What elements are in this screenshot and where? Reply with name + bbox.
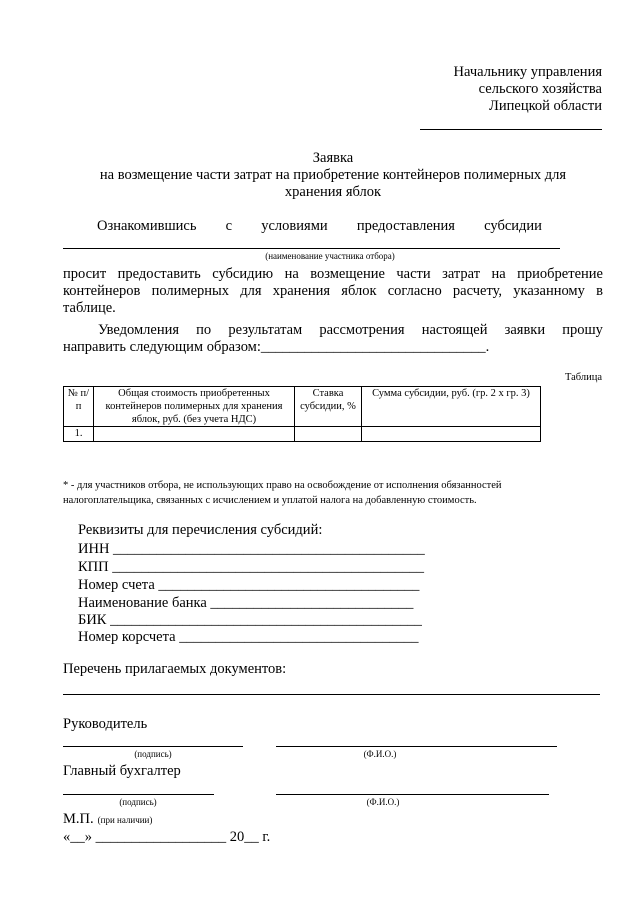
head-title: Руководитель — [63, 716, 148, 732]
table-caption: Таблица — [564, 372, 602, 383]
participant-name-caption: (наименование участника отбора) — [265, 251, 395, 261]
table-header-cell: № п/п — [64, 387, 94, 427]
table-cell: 1. — [64, 427, 94, 442]
addressee-line-2: сельского хозяйства — [478, 81, 602, 97]
request-line-1: просит предоставить субсидию на возмещение части затрат на приобретение — [63, 266, 603, 282]
table-cell — [94, 427, 295, 442]
intro-line — [97, 218, 542, 235]
table-cell — [295, 427, 362, 442]
notice-line-2: направить следующим образом:_______________________________. — [63, 339, 490, 355]
intro-word: условиями — [261, 218, 328, 234]
request-line-3: таблице. — [63, 300, 116, 316]
table-header-cell: Сумма субсидии, руб. (гр. 2 х гр. 3) — [362, 387, 541, 427]
accountant-name-line — [276, 794, 549, 795]
intro-word: с — [225, 218, 233, 234]
head-signature-caption: (подпись) — [134, 749, 172, 759]
accountant-title: Главный бухгалтер — [63, 763, 181, 779]
date-line: «__» __________________ 20__ г. — [63, 829, 271, 845]
addressee-signature-line — [420, 129, 602, 130]
accountant-signature-caption: (подпись) — [119, 797, 157, 807]
notice-line-1: Уведомления по результатам рассмотрения настоящей заявки прошу — [98, 322, 603, 338]
requisites-bank-field: Наименование банка ____________________________ — [78, 595, 414, 611]
documents-line — [63, 694, 600, 695]
stamp-label: М.П. — [63, 811, 94, 827]
head-name-line — [276, 746, 557, 747]
participant-name-line — [63, 248, 560, 249]
intro-word: предоставления — [356, 218, 455, 234]
requisites-account-field: Номер счета ____________________________________ — [78, 577, 420, 593]
intro-word: субсидии — [484, 218, 542, 234]
accountant-signature-line — [63, 794, 214, 795]
requisites-title: Реквизиты для перечисления субсидий: — [78, 522, 323, 538]
table-header-row — [64, 387, 541, 427]
document-subtitle-2: хранения яблок — [284, 184, 382, 200]
addressee-line-1: Начальнику управления — [453, 64, 602, 80]
stamp-row — [63, 810, 152, 828]
head-name-caption: (Ф.И.О.) — [363, 749, 397, 759]
subsidy-table — [63, 386, 541, 442]
table-cell — [362, 427, 541, 442]
table-header-cell: Ставка субсидии, % — [295, 387, 362, 427]
stamp-note: (при наличии) — [97, 815, 153, 825]
accountant-name-caption: (Ф.И.О.) — [366, 797, 400, 807]
table-header-cell: Общая стоимость приобретенных контейнеров полимерных для хранения яблок, руб. (без учета НДС) — [94, 387, 295, 427]
documents-title: Перечень прилагаемых документов: — [63, 661, 287, 677]
footnote-line-1: * - для участников отбора, не использующих право на освобождение от исполнения обязанностей — [63, 480, 502, 491]
document-title: Заявка — [312, 150, 354, 166]
request-line-2: контейнеров полимерных для хранения яблок согласно расчету, указанному в — [63, 283, 603, 299]
footnote-line-2: налогоплательщика, связанных с исчислением и уплатой налога на добавленную стоимость. — [63, 495, 477, 506]
requisites-inn-field: ИНН ___________________________________________ — [78, 541, 425, 557]
addressee-line-3: Липецкой области — [489, 98, 602, 114]
document-subtitle-1: на возмещение части затрат на приобретение контейнеров полимерных для — [99, 167, 567, 183]
requisites-kpp-field: КПП ___________________________________________ — [78, 559, 424, 575]
requisites-corr-account-field: Номер корсчета _________________________________ — [78, 629, 419, 645]
table-row — [64, 427, 541, 442]
intro-word: Ознакомившись — [97, 218, 197, 234]
head-signature-line — [63, 746, 243, 747]
requisites-bik-field: БИК ___________________________________________ — [78, 612, 422, 628]
